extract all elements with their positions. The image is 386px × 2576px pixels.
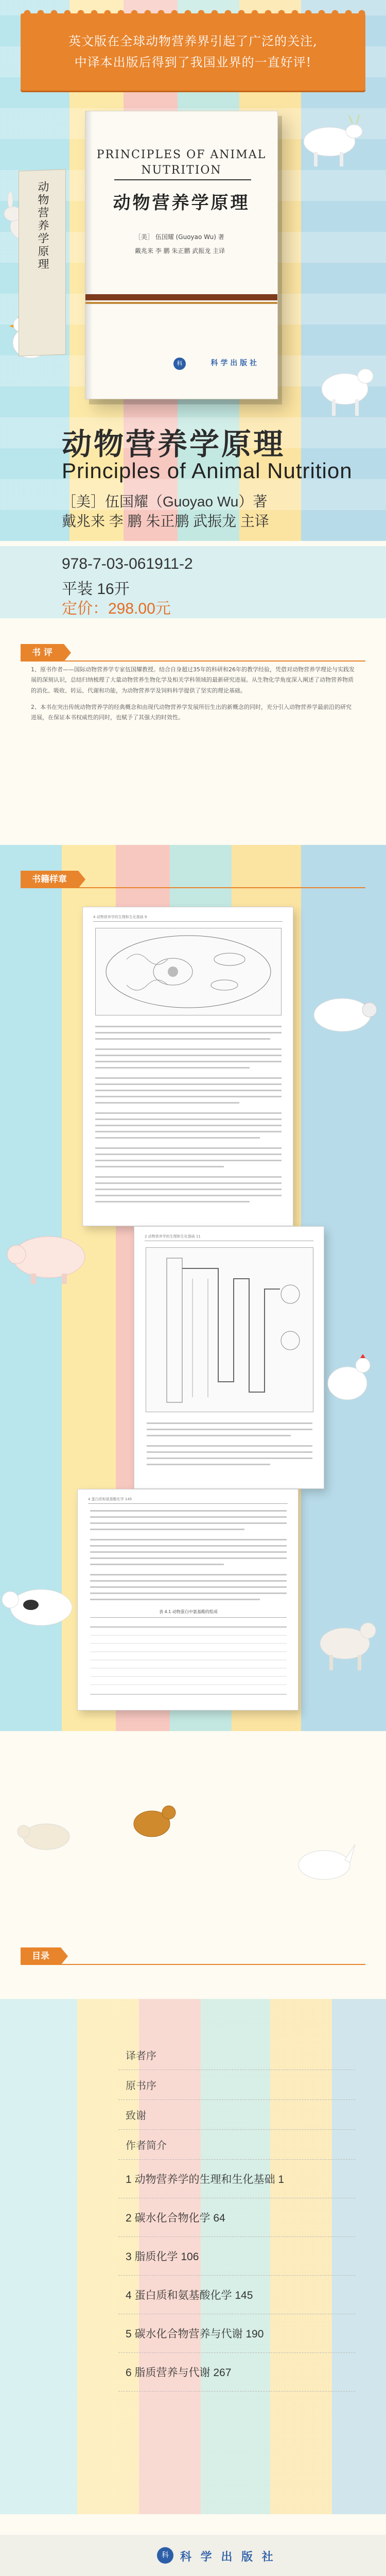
table-caption: 表 4.1 动物蛋白中氨基酸的组成 xyxy=(159,1609,218,1614)
cow-icon xyxy=(15,1814,77,1860)
cover-publisher: 科 学 出 版 社 xyxy=(210,359,257,367)
book-cover xyxy=(85,111,278,399)
toc-item[interactable]: 致谢 xyxy=(118,2100,355,2130)
toc-item[interactable]: 作者简介 xyxy=(118,2130,355,2160)
toc-item[interactable]: 译者序 xyxy=(118,2040,355,2070)
table-grid xyxy=(90,1618,287,1694)
spine-title: 动物营养学原理 xyxy=(36,180,49,272)
toc-chapter-item[interactable]: 5 碳水化合物营养与代谢 190 xyxy=(118,2314,355,2353)
review-paragraph-1: 1、原书作者——国际动物营养学专家伍国耀教授。结合自身超过35年的科研和26年的教学经验，凭借对动物营养学理论与实践发展的深刻认识，总结归纳梳理了大量动物营养生物化学及相关学科领域的最新研究进展。从生物化学角度深入阐述了动物营养物质的消化、吸收、转运、代谢和功能，为动物营养学及饲料科学提供了坚实的理论基础。 xyxy=(31,666,355,694)
publisher-logo-icon: 科 xyxy=(173,358,186,370)
hero-section xyxy=(0,0,386,541)
samples-heading: 书籍样章 xyxy=(21,871,78,888)
page-title-cn: 动物营养学原理 xyxy=(62,427,286,462)
sample-page-3 xyxy=(77,1489,299,1710)
toc-list xyxy=(118,2040,355,2392)
sheep-icon xyxy=(304,989,381,1041)
banner-line-2: 中译本出版后得到了我国业界的一直好评! xyxy=(74,55,312,70)
cell-diagram-figure xyxy=(95,928,282,1015)
goat-icon xyxy=(309,350,381,422)
cover-band xyxy=(85,294,277,300)
review-section xyxy=(0,634,386,840)
goat-icon xyxy=(124,1793,180,1850)
cover-author: ［美］ 伍国耀 (Guoyao Wu) 著 xyxy=(135,233,224,241)
toc-divider xyxy=(21,1964,365,1965)
toc-chapter-item[interactable]: 3 脂质化学 106 xyxy=(118,2237,355,2276)
sample-page-1 xyxy=(82,907,293,1226)
sample-page-3-header: 4 蛋白质和氨基酸化学 145 xyxy=(88,1497,288,1504)
toc-chapter-item[interactable]: 6 脂质营养与代谢 267 xyxy=(118,2353,355,2392)
review-body xyxy=(31,665,355,730)
translator-line: 戴兆来 李 鹏 朱正鹏 武振龙 主译 xyxy=(62,513,269,529)
isbn: 978-7-03-061911-2 xyxy=(62,555,193,572)
sample-page-1-header: 4 动物营养学的生理和生化基础 9 xyxy=(93,914,283,922)
pig-icon xyxy=(5,1226,93,1288)
toc-item[interactable]: 原书序 xyxy=(118,2070,355,2100)
review-divider xyxy=(21,660,365,662)
goat-icon xyxy=(309,1607,381,1674)
footer xyxy=(0,2535,386,2576)
banner-line-1: 英文版在全球动物营养界引起了广泛的关注, xyxy=(68,34,318,49)
product-info xyxy=(0,546,386,618)
toc-heading: 目录 xyxy=(21,1947,61,1965)
sample-page-2-header: 2 动物营养学的生理和生化基础 11 xyxy=(145,1234,313,1241)
footer-publisher: 科 学 出 版 社 xyxy=(180,2550,276,2564)
samples-divider xyxy=(21,887,365,888)
cell-diagram xyxy=(96,928,281,1015)
review-heading: 书 评 xyxy=(21,644,64,662)
banner-scallop xyxy=(21,9,365,18)
author-line: ［美］伍国耀（Guoyao Wu）著 xyxy=(62,494,268,510)
cover-band-accent xyxy=(85,302,277,304)
cover-title-en: PRINCIPLES OF ANIMAL NUTRITION xyxy=(96,148,267,177)
book-spine xyxy=(19,169,66,356)
cover-title-cn: 动物营养学原理 xyxy=(113,193,250,213)
digestive-diagram xyxy=(146,1248,313,1412)
cover-translators: 戴兆来 李 鹏 朱正鹏 武振龙 主译 xyxy=(135,247,225,255)
sample-page-2 xyxy=(134,1226,324,1489)
publisher-logo-icon: 科 xyxy=(157,2547,173,2564)
hen-icon xyxy=(319,1350,376,1406)
cow-icon xyxy=(0,1577,77,1638)
review-paragraph-2: 2、本书在突出传统动物营养学的经典概念和由现代动物营养学发展所衍生出的新概念的同时，充分引入动物营养学最前沿的研究进展，在保证本书权威性的同时，也赋予了其强大的时效性。 xyxy=(31,704,352,721)
toc-chapter-item[interactable]: 4 蛋白质和氨基酸化学 145 xyxy=(118,2276,355,2314)
amino-acid-table xyxy=(90,1617,287,1694)
goat-icon xyxy=(288,108,365,170)
toc-chapter-item[interactable]: 2 碳水化合物化学 64 xyxy=(118,2198,355,2237)
digestive-system-figure xyxy=(146,1247,313,1412)
promo-banner xyxy=(21,13,365,91)
cover-divider xyxy=(114,179,251,180)
price: 定价：298.00元 xyxy=(62,600,171,617)
page-title-en: Principles of Animal Nutrition xyxy=(62,459,353,483)
format: 平装 16开 xyxy=(62,581,130,598)
toc-chapter-item[interactable]: 1 动物营养学的生理和生化基础 1 xyxy=(118,2160,355,2198)
horse-icon xyxy=(288,1834,360,1896)
